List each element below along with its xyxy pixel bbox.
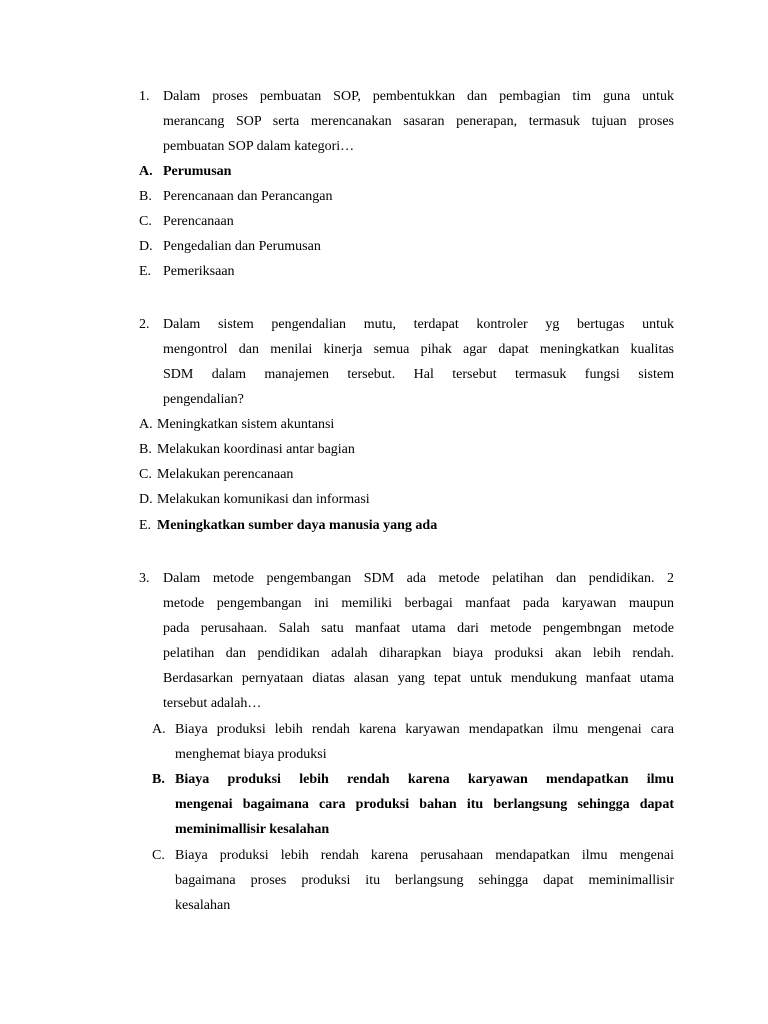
question-stem-line: tersebut adalah… [163,696,262,711]
option-text: bagaimana proses produksi itu berlangsung sehingga dapat meminimallisir [175,873,674,888]
question-number: 2. [139,317,150,332]
option-letter: C. [152,848,165,863]
question-stem-line: metode pengembangan ini memiliki berbagai manfaat pada karyawan maupun [163,596,674,611]
option-letter: B. [139,442,152,457]
question-stem-line: pembuatan SOP dalam kategori… [163,139,355,154]
option-text: Pengedalian dan Perumusan [163,239,321,254]
question-stem-line: pengendalian? [163,392,244,407]
option-letter: D. [139,492,153,507]
option-letter: B. [139,189,152,204]
question-stem-line: Dalam sistem pengendalian mutu, terdapat kontroler yg bertugas untuk [163,317,674,332]
option-letter: A. [139,164,153,179]
question-stem-line: SDM dalam manajemen tersebut. Hal tersebut termasuk fungsi sistem [163,367,674,382]
option-text: Perencanaan [163,214,234,229]
option-text: Melakukan perencanaan [157,467,294,482]
question-number: 3. [139,571,150,586]
question-stem-line: Dalam metode pengembangan SDM ada metode pelatihan dan pendidikan. 2 [163,571,674,586]
option-text-correct: Biaya produksi lebih rendah karena karyawan mendapatkan ilmu [175,772,674,787]
option-text-correct: mengenai bagaimana cara produksi bahan itu berlangsung sehingga dapat [175,797,674,812]
option-text: Melakukan koordinasi antar bagian [157,442,355,457]
option-text: Meningkatkan sistem akuntansi [157,417,335,432]
question-stem-line: pelatihan dan pendidikan adalah diharapkan biaya produksi akan lebih rendah. [163,646,674,661]
option-text-correct: Meningkatkan sumber daya manusia yang ada [157,518,438,533]
option-letter: E. [139,518,152,533]
option-text-correct: meminimallisir kesalahan [175,822,330,837]
option-letter: E. [139,264,152,279]
option-text: Biaya produksi lebih rendah karena perusahaan mendapatkan ilmu mengenai [175,848,674,863]
option-text: Biaya produksi lebih rendah karena karyawan mendapatkan ilmu mengenai cara [175,722,674,737]
option-text: Pemeriksaan [163,264,235,279]
question-stem-line: mengontrol dan menilai kinerja semua pihak agar dapat meningkatkan kualitas [163,342,674,357]
question-number: 1. [139,89,150,104]
option-letter: C. [139,467,152,482]
option-letter: A. [139,417,153,432]
option-letter: C. [139,214,152,229]
question-stem-line: merancang SOP serta merencanakan sasaran penerapan, termasuk tujuan proses [163,114,674,129]
option-letter: D. [139,239,153,254]
question-stem-line: Berdasarkan pernyataan diatas alasan yang tepat untuk mendukung manfaat utama [163,671,674,686]
option-text: Perencanaan dan Perancangan [163,189,333,204]
option-letter: A. [152,722,166,737]
option-letter: B. [152,772,165,787]
option-text: Melakukan komunikasi dan informasi [157,492,370,507]
option-text-correct: Perumusan [163,164,232,179]
option-text: kesalahan [175,898,231,913]
question-stem-line: pada perusahaan. Salah satu manfaat utama dari metode pengembngan metode [163,621,674,636]
question-stem-line: Dalam proses pembuatan SOP, pembentukkan dan pembagian tim guna untuk [163,89,674,104]
option-text: menghemat biaya produksi [175,747,327,762]
